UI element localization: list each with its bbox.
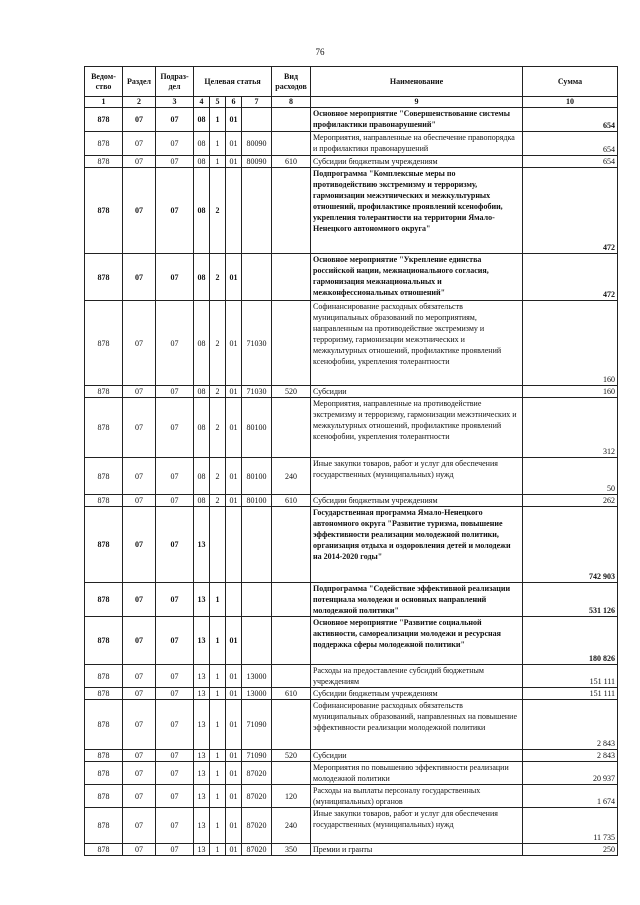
- cell-expense-type: [272, 108, 311, 132]
- cell-dept: 878: [85, 507, 123, 583]
- column-number: 5: [210, 97, 226, 108]
- column-number: 1: [85, 97, 123, 108]
- cell-event: 01: [226, 700, 242, 750]
- cell-subprogram: 1: [210, 688, 226, 700]
- cell-dept: 878: [85, 398, 123, 458]
- cell-section: 07: [123, 458, 156, 495]
- table-row: [85, 750, 618, 762]
- cell-subprogram: 1: [210, 844, 226, 856]
- cell-subsection: 07: [156, 398, 194, 458]
- cell-program: 13: [194, 844, 210, 856]
- cell-name: Подпрограмма "Содействие эффективной реализации потенциала молодежи и основных направлений молодежной политики": [311, 583, 523, 617]
- cell-dept: 878: [85, 808, 123, 844]
- cell-dept: 878: [85, 750, 123, 762]
- table-row: [85, 301, 618, 386]
- cell-program: 13: [194, 617, 210, 665]
- cell-program: 08: [194, 168, 210, 254]
- cell-expense-type: [272, 254, 311, 301]
- cell-dept: 878: [85, 254, 123, 301]
- cell-expense-type: 240: [272, 808, 311, 844]
- cell-direction: [242, 168, 272, 254]
- cell-direction: 87020: [242, 808, 272, 844]
- cell-section: 07: [123, 762, 156, 785]
- cell-event: 01: [226, 108, 242, 132]
- cell-direction: 13000: [242, 688, 272, 700]
- cell-expense-type: [272, 665, 311, 688]
- table-row: [85, 665, 618, 688]
- cell-section: 07: [123, 132, 156, 156]
- cell-direction: 87020: [242, 785, 272, 808]
- cell-program: 08: [194, 495, 210, 507]
- cell-dept: 878: [85, 458, 123, 495]
- cell-name: Субсидии бюджетным учреждениям: [311, 688, 523, 700]
- cell-name: Субсидии бюджетным учреждениям: [311, 156, 523, 168]
- table-row: [85, 132, 618, 156]
- cell-program: 08: [194, 386, 210, 398]
- cell-expense-type: [272, 762, 311, 785]
- cell-dept: 878: [85, 108, 123, 132]
- cell-event: 01: [226, 495, 242, 507]
- cell-event: [226, 583, 242, 617]
- cell-expense-type: 240: [272, 458, 311, 495]
- cell-name: Государственная программа Ямало-Ненецкого автономного округа "Развитие туризма, повышение эффективности реализации молодежной политики, организация отдыха и оздоровления детей и молодежи на 2014-2020 годы": [311, 507, 523, 583]
- cell-direction: 71030: [242, 386, 272, 398]
- cell-expense-type: [272, 583, 311, 617]
- cell-program: 08: [194, 398, 210, 458]
- cell-expense-type: 610: [272, 156, 311, 168]
- cell-program: 13: [194, 665, 210, 688]
- cell-subprogram: 1: [210, 785, 226, 808]
- header-section: Раздел: [123, 67, 156, 97]
- cell-subprogram: [210, 507, 226, 583]
- cell-amount: 151 111: [523, 688, 618, 700]
- cell-amount: 654: [523, 108, 618, 132]
- cell-name: Субсидии: [311, 750, 523, 762]
- cell-subsection: 07: [156, 254, 194, 301]
- cell-expense-type: 520: [272, 386, 311, 398]
- cell-amount: 654: [523, 132, 618, 156]
- cell-subsection: 07: [156, 507, 194, 583]
- cell-event: 01: [226, 665, 242, 688]
- cell-section: 07: [123, 108, 156, 132]
- cell-amount: 11 735: [523, 808, 618, 844]
- cell-section: 07: [123, 398, 156, 458]
- cell-subsection: 07: [156, 688, 194, 700]
- cell-expense-type: 610: [272, 688, 311, 700]
- cell-direction: 80090: [242, 156, 272, 168]
- column-number: 10: [523, 97, 618, 108]
- cell-subsection: 07: [156, 583, 194, 617]
- cell-amount: 1 674: [523, 785, 618, 808]
- cell-name: Расходы на выплаты персоналу государственных (муниципальных) органов: [311, 785, 523, 808]
- table-row: [85, 108, 618, 132]
- cell-event: 01: [226, 750, 242, 762]
- cell-name: Мероприятия, направленные на противодействие экстремизму и терроризму, гармонизации межэтнических и межкультурных отношений, профилактике проявлений ксенофобии, укрепления толерантности: [311, 398, 523, 458]
- cell-section: 07: [123, 750, 156, 762]
- header-subsection: Подраз-дел: [156, 67, 194, 97]
- cell-direction: [242, 108, 272, 132]
- cell-section: 07: [123, 700, 156, 750]
- cell-subsection: 07: [156, 617, 194, 665]
- table-row: [85, 808, 618, 844]
- cell-dept: 878: [85, 583, 123, 617]
- cell-event: [226, 168, 242, 254]
- cell-direction: 13000: [242, 665, 272, 688]
- cell-section: 07: [123, 507, 156, 583]
- cell-subsection: 07: [156, 762, 194, 785]
- cell-subsection: 07: [156, 156, 194, 168]
- column-number: 7: [242, 97, 272, 108]
- cell-subsection: 07: [156, 168, 194, 254]
- cell-subsection: 07: [156, 844, 194, 856]
- cell-event: 01: [226, 785, 242, 808]
- cell-name: Основное мероприятие "Совершенствование системы профилактики правонарушений": [311, 108, 523, 132]
- table-row: [85, 762, 618, 785]
- cell-direction: 80100: [242, 495, 272, 507]
- header-dept: Ведом-ство: [85, 67, 123, 97]
- header-expense-type: Вид расходов: [272, 67, 311, 97]
- cell-direction: 71090: [242, 750, 272, 762]
- cell-section: 07: [123, 844, 156, 856]
- cell-event: 01: [226, 688, 242, 700]
- cell-subsection: 07: [156, 301, 194, 386]
- cell-name: Мероприятия по повышению эффективности реализации молодежной политики: [311, 762, 523, 785]
- cell-program: 13: [194, 785, 210, 808]
- cell-amount: 2 843: [523, 750, 618, 762]
- table-row: [85, 168, 618, 254]
- cell-event: 01: [226, 844, 242, 856]
- cell-amount: 742 903: [523, 507, 618, 583]
- cell-subprogram: 1: [210, 583, 226, 617]
- cell-direction: 71090: [242, 700, 272, 750]
- cell-direction: [242, 507, 272, 583]
- cell-dept: 878: [85, 844, 123, 856]
- cell-name: Софинансирование расходных обязательств муниципальных образований по мероприятиям, направленным на противодействие экстремизму и терроризму, гармонизации межэтнических и межкультурных отношений, профилактике проявлений ксенофобии, укрепления толерантности: [311, 301, 523, 386]
- column-number: 4: [194, 97, 210, 108]
- cell-name: Иные закупки товаров, работ и услуг для обеспечения государственных (муниципальных) нужд: [311, 458, 523, 495]
- cell-subprogram: 1: [210, 665, 226, 688]
- table-row: [85, 688, 618, 700]
- cell-program: 13: [194, 507, 210, 583]
- cell-name: Иные закупки товаров, работ и услуг для обеспечения государственных (муниципальных) нужд: [311, 808, 523, 844]
- cell-amount: 160: [523, 386, 618, 398]
- cell-name: Мероприятия, направленные на обеспечение правопорядка и профилактики правонарушений: [311, 132, 523, 156]
- cell-amount: 262: [523, 495, 618, 507]
- cell-dept: 878: [85, 617, 123, 665]
- cell-program: 08: [194, 132, 210, 156]
- cell-dept: 878: [85, 665, 123, 688]
- cell-program: 13: [194, 762, 210, 785]
- table-row: [85, 583, 618, 617]
- cell-dept: 878: [85, 688, 123, 700]
- column-number: 8: [272, 97, 311, 108]
- cell-amount: 160: [523, 301, 618, 386]
- cell-subprogram: 2: [210, 301, 226, 386]
- cell-program: 08: [194, 458, 210, 495]
- cell-subprogram: 1: [210, 132, 226, 156]
- cell-subsection: 07: [156, 785, 194, 808]
- cell-subprogram: 1: [210, 762, 226, 785]
- table-row: [85, 844, 618, 856]
- cell-subprogram: 1: [210, 700, 226, 750]
- cell-event: 01: [226, 301, 242, 386]
- column-number: 6: [226, 97, 242, 108]
- cell-event: 01: [226, 762, 242, 785]
- table-row: [85, 617, 618, 665]
- cell-subprogram: 2: [210, 254, 226, 301]
- cell-subsection: 07: [156, 700, 194, 750]
- cell-expense-type: [272, 398, 311, 458]
- cell-subprogram: 2: [210, 386, 226, 398]
- cell-expense-type: 610: [272, 495, 311, 507]
- cell-section: 07: [123, 665, 156, 688]
- cell-dept: 878: [85, 762, 123, 785]
- cell-event: [226, 507, 242, 583]
- cell-event: 01: [226, 156, 242, 168]
- table-body: [85, 108, 618, 856]
- cell-subprogram: 1: [210, 108, 226, 132]
- cell-event: 01: [226, 132, 242, 156]
- cell-direction: 87020: [242, 762, 272, 785]
- cell-direction: 80100: [242, 458, 272, 495]
- header-target-article: Целевая статья: [194, 67, 272, 97]
- cell-subsection: 07: [156, 386, 194, 398]
- cell-name: Основное мероприятие "Укрепление единства российской нации, межнационального согласия, гармонизация межнациональных и межконфессиональных отношений": [311, 254, 523, 301]
- cell-direction: [242, 617, 272, 665]
- cell-subprogram: 2: [210, 495, 226, 507]
- cell-event: 01: [226, 808, 242, 844]
- cell-direction: [242, 254, 272, 301]
- cell-expense-type: [272, 301, 311, 386]
- cell-amount: 250: [523, 844, 618, 856]
- cell-event: 01: [226, 398, 242, 458]
- cell-subprogram: 1: [210, 617, 226, 665]
- header-name: Наименование: [311, 67, 523, 97]
- cell-subprogram: 1: [210, 808, 226, 844]
- cell-amount: 151 111: [523, 665, 618, 688]
- cell-expense-type: [272, 700, 311, 750]
- cell-section: 07: [123, 386, 156, 398]
- cell-subprogram: 2: [210, 398, 226, 458]
- cell-event: 01: [226, 617, 242, 665]
- cell-section: 07: [123, 301, 156, 386]
- column-number: 3: [156, 97, 194, 108]
- cell-expense-type: 120: [272, 785, 311, 808]
- cell-program: 08: [194, 156, 210, 168]
- table-row: [85, 398, 618, 458]
- cell-subsection: 07: [156, 458, 194, 495]
- table-row: [85, 700, 618, 750]
- cell-name: Основное мероприятие "Развитие социальной активности, самореализации молодежи и ресурсная поддержка сферы молодежной политики": [311, 617, 523, 665]
- column-number: 9: [311, 97, 523, 108]
- cell-subprogram: 1: [210, 750, 226, 762]
- budget-table: [84, 66, 618, 856]
- cell-amount: 180 826: [523, 617, 618, 665]
- cell-dept: 878: [85, 700, 123, 750]
- cell-direction: 71030: [242, 301, 272, 386]
- table-row: [85, 495, 618, 507]
- cell-program: 13: [194, 583, 210, 617]
- cell-direction: 80100: [242, 398, 272, 458]
- cell-program: 08: [194, 254, 210, 301]
- cell-name: Субсидии бюджетным учреждениям: [311, 495, 523, 507]
- column-number: 2: [123, 97, 156, 108]
- cell-event: 01: [226, 458, 242, 495]
- cell-amount: 531 126: [523, 583, 618, 617]
- cell-event: 01: [226, 254, 242, 301]
- cell-name: Премии и гранты: [311, 844, 523, 856]
- cell-section: 07: [123, 785, 156, 808]
- header-amount: Сумма: [523, 67, 618, 97]
- header-row: [85, 67, 618, 97]
- cell-name: Софинансирование расходных обязательств муниципальных образований, направленных на повышение эффективности реализации молодежной политики: [311, 700, 523, 750]
- table-row: [85, 785, 618, 808]
- cell-event: 01: [226, 386, 242, 398]
- cell-expense-type: [272, 617, 311, 665]
- cell-section: 07: [123, 254, 156, 301]
- cell-dept: 878: [85, 132, 123, 156]
- page-number: 76: [315, 47, 325, 57]
- cell-expense-type: 520: [272, 750, 311, 762]
- cell-subprogram: 2: [210, 168, 226, 254]
- cell-direction: [242, 583, 272, 617]
- cell-program: 13: [194, 700, 210, 750]
- cell-program: 08: [194, 301, 210, 386]
- cell-program: 13: [194, 808, 210, 844]
- cell-amount: 472: [523, 254, 618, 301]
- cell-name: Подпрограмма "Комплексные меры по противодействию экстремизму и терроризму, гармонизации межэтнических и межкультурных отношений, профилактике проявлений ксенофобии, укрепления толерантности на территории Ямало-Ненецкого автономного округа": [311, 168, 523, 254]
- cell-subprogram: 1: [210, 156, 226, 168]
- table-row: [85, 386, 618, 398]
- cell-direction: 87020: [242, 844, 272, 856]
- cell-section: 07: [123, 583, 156, 617]
- cell-subsection: 07: [156, 665, 194, 688]
- cell-program: 08: [194, 108, 210, 132]
- cell-dept: 878: [85, 495, 123, 507]
- cell-program: 13: [194, 688, 210, 700]
- cell-direction: 80090: [242, 132, 272, 156]
- cell-dept: 878: [85, 386, 123, 398]
- cell-amount: 20 937: [523, 762, 618, 785]
- cell-section: 07: [123, 495, 156, 507]
- table-row: [85, 156, 618, 168]
- cell-program: 13: [194, 750, 210, 762]
- cell-dept: 878: [85, 168, 123, 254]
- cell-section: 07: [123, 156, 156, 168]
- cell-dept: 878: [85, 785, 123, 808]
- cell-dept: 878: [85, 301, 123, 386]
- cell-expense-type: [272, 168, 311, 254]
- column-number-row: [85, 97, 618, 108]
- table-row: [85, 458, 618, 495]
- cell-name: Расходы на предоставление субсидий бюджетным учреждениям: [311, 665, 523, 688]
- cell-name: Субсидии: [311, 386, 523, 398]
- cell-dept: 878: [85, 156, 123, 168]
- cell-subsection: 07: [156, 108, 194, 132]
- table-row: [85, 507, 618, 583]
- cell-amount: 312: [523, 398, 618, 458]
- cell-amount: 472: [523, 168, 618, 254]
- cell-expense-type: 350: [272, 844, 311, 856]
- cell-section: 07: [123, 808, 156, 844]
- table-row: [85, 254, 618, 301]
- cell-amount: 654: [523, 156, 618, 168]
- cell-section: 07: [123, 168, 156, 254]
- cell-amount: 50: [523, 458, 618, 495]
- cell-subsection: 07: [156, 495, 194, 507]
- cell-subsection: 07: [156, 132, 194, 156]
- cell-subprogram: 2: [210, 458, 226, 495]
- cell-expense-type: [272, 507, 311, 583]
- cell-section: 07: [123, 617, 156, 665]
- cell-section: 07: [123, 688, 156, 700]
- cell-subsection: 07: [156, 808, 194, 844]
- cell-subsection: 07: [156, 750, 194, 762]
- cell-expense-type: [272, 132, 311, 156]
- cell-amount: 2 843: [523, 700, 618, 750]
